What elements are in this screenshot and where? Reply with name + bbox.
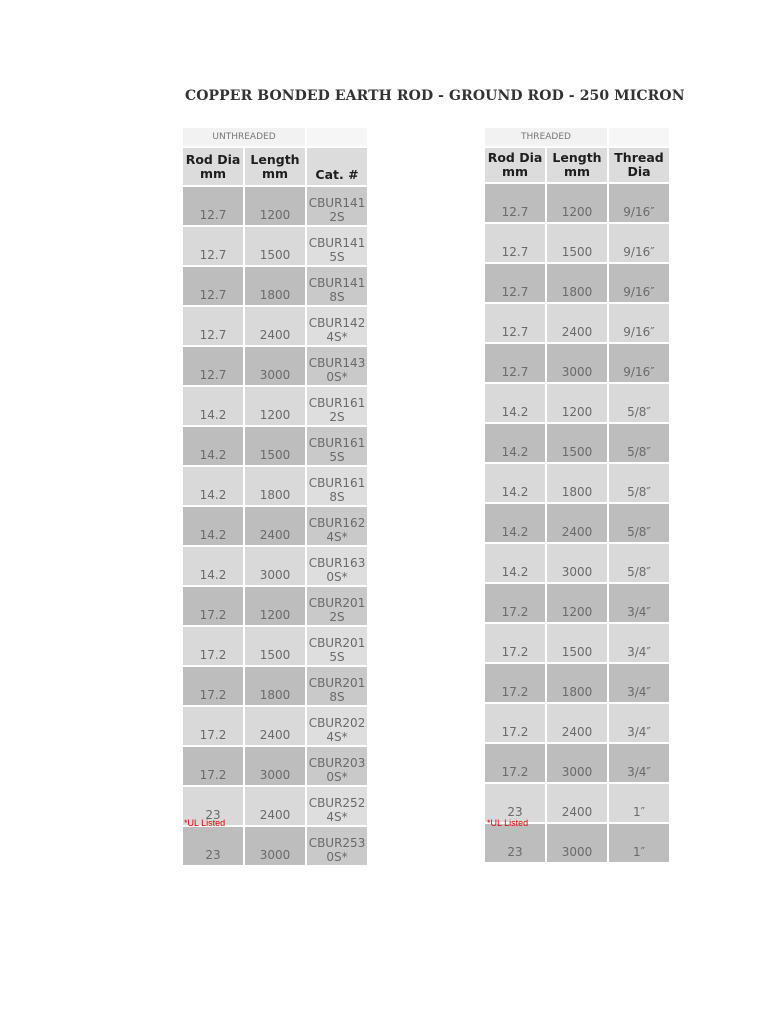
length-cell: 2400 bbox=[547, 704, 607, 742]
rod-dia-cell: 14.2 bbox=[183, 507, 243, 545]
table-row bbox=[183, 187, 367, 225]
cat-number-part1: CBUR201 bbox=[308, 676, 366, 690]
table-row bbox=[485, 224, 669, 262]
cat-number-cell bbox=[307, 387, 367, 425]
header-rod-dia: Rod Dia mm bbox=[183, 148, 243, 185]
length-cell: 1200 bbox=[547, 184, 607, 222]
cat-number-part2: 2S bbox=[329, 410, 345, 424]
thread-dia-cell: 9/16″ bbox=[609, 304, 669, 342]
cat-number-cell bbox=[307, 667, 367, 705]
rod-dia-cell: 17.2 bbox=[485, 664, 545, 702]
table-row bbox=[485, 344, 669, 382]
thread-dia-cell: 3/4″ bbox=[609, 744, 669, 782]
length-cell: 1200 bbox=[245, 587, 305, 625]
table-row bbox=[183, 267, 367, 305]
table-row bbox=[183, 507, 367, 545]
length-cell: 3000 bbox=[547, 344, 607, 382]
cat-number-part1: CBUR201 bbox=[308, 636, 366, 650]
rod-dia-cell: 12.7 bbox=[485, 304, 545, 342]
thread-dia-cell: 9/16″ bbox=[609, 184, 669, 222]
cat-number-part2: 8S bbox=[329, 290, 345, 304]
cat-number-part1: CBUR141 bbox=[308, 236, 366, 250]
table-row bbox=[485, 584, 669, 622]
rod-dia-cell: 12.7 bbox=[485, 184, 545, 222]
cat-number-cell bbox=[307, 747, 367, 785]
threaded-caption: THREADED bbox=[485, 128, 607, 146]
rod-dia-cell: 14.2 bbox=[485, 504, 545, 542]
thread-dia-cell: 5/8″ bbox=[609, 504, 669, 542]
thread-dia-cell: 5/8″ bbox=[609, 384, 669, 422]
length-cell: 2400 bbox=[245, 707, 305, 745]
length-cell: 3000 bbox=[245, 827, 305, 865]
table-row bbox=[183, 627, 367, 665]
length-cell: 3000 bbox=[245, 747, 305, 785]
thread-dia-cell: 9/16″ bbox=[609, 224, 669, 262]
cat-number-part1: CBUR142 bbox=[308, 316, 366, 330]
length-cell: 1200 bbox=[547, 584, 607, 622]
table-row bbox=[485, 824, 669, 862]
table-row bbox=[485, 304, 669, 342]
length-cell: 1800 bbox=[245, 667, 305, 705]
cat-number-part2: 4S* bbox=[326, 530, 348, 544]
cat-number-cell bbox=[307, 587, 367, 625]
length-cell: 2400 bbox=[245, 787, 305, 825]
table-row bbox=[183, 667, 367, 705]
thread-dia-cell: 5/8″ bbox=[609, 544, 669, 582]
table-row bbox=[183, 347, 367, 385]
table-row bbox=[183, 747, 367, 785]
cat-number-part1: CBUR202 bbox=[308, 716, 366, 730]
cat-number-part1: CBUR161 bbox=[308, 436, 366, 450]
cat-number-part1: CBUR141 bbox=[308, 276, 366, 290]
cat-number-part2: 0S* bbox=[326, 370, 348, 384]
rod-dia-cell: 14.2 bbox=[183, 547, 243, 585]
length-cell: 3000 bbox=[547, 744, 607, 782]
table-row bbox=[485, 424, 669, 462]
cat-number-part1: CBUR203 bbox=[308, 756, 366, 770]
table-row bbox=[485, 264, 669, 302]
rod-dia-cell: 12.7 bbox=[183, 267, 243, 305]
rod-dia-cell: 17.2 bbox=[485, 704, 545, 742]
rod-dia-cell: 12.7 bbox=[183, 187, 243, 225]
cat-number-cell bbox=[307, 227, 367, 265]
header-cat-number: Cat. # bbox=[307, 148, 367, 185]
cat-number-cell bbox=[307, 267, 367, 305]
table-row bbox=[485, 464, 669, 502]
header-thread-dia: Thread Dia bbox=[609, 148, 669, 182]
length-cell: 1800 bbox=[547, 264, 607, 302]
thread-dia-cell: 3/4″ bbox=[609, 704, 669, 742]
cat-number-part2: 5S bbox=[329, 450, 345, 464]
cat-number-cell bbox=[307, 427, 367, 465]
table-row bbox=[485, 664, 669, 702]
rod-dia-cell: 12.7 bbox=[183, 347, 243, 385]
length-cell: 1500 bbox=[547, 624, 607, 662]
length-cell: 2400 bbox=[547, 784, 607, 822]
thread-dia-cell: 9/16″ bbox=[609, 264, 669, 302]
length-cell: 1200 bbox=[245, 187, 305, 225]
rod-dia-cell: 12.7 bbox=[485, 224, 545, 262]
table-row bbox=[485, 744, 669, 782]
cat-number-part1: CBUR201 bbox=[308, 596, 366, 610]
table-row bbox=[183, 387, 367, 425]
threaded-table bbox=[483, 126, 671, 864]
length-cell: 1500 bbox=[245, 427, 305, 465]
table-row bbox=[485, 384, 669, 422]
cat-number-part1: CBUR161 bbox=[308, 476, 366, 490]
rod-dia-cell: 12.7 bbox=[183, 307, 243, 345]
length-cell: 1800 bbox=[547, 464, 607, 502]
length-cell: 2400 bbox=[245, 507, 305, 545]
unthreaded-caption: UNTHREADED bbox=[183, 128, 305, 146]
rod-dia-cell: 23 bbox=[485, 824, 545, 862]
cat-number-part2: 8S bbox=[329, 490, 345, 504]
cat-number-part2: 4S* bbox=[326, 810, 348, 824]
cat-number-cell bbox=[307, 627, 367, 665]
table-row bbox=[183, 227, 367, 265]
cat-number-part2: 5S bbox=[329, 650, 345, 664]
cat-number-part1: CBUR163 bbox=[308, 556, 366, 570]
rod-dia-cell: 14.2 bbox=[183, 467, 243, 505]
rod-dia-cell: 23 bbox=[183, 827, 243, 865]
cat-number-part2: 0S* bbox=[326, 770, 348, 784]
rod-dia-cell: 17.2 bbox=[485, 744, 545, 782]
cat-number-cell bbox=[307, 347, 367, 385]
cat-number-cell bbox=[307, 187, 367, 225]
cat-number-part2: 2S bbox=[329, 210, 345, 224]
thread-dia-cell: 3/4″ bbox=[609, 584, 669, 622]
length-cell: 3000 bbox=[245, 347, 305, 385]
unthreaded-table bbox=[181, 126, 369, 867]
length-cell: 1800 bbox=[245, 467, 305, 505]
cat-number-part1: CBUR161 bbox=[308, 396, 366, 410]
cat-number-part2: 4S* bbox=[326, 330, 348, 344]
length-cell: 3000 bbox=[547, 824, 607, 862]
length-cell: 1200 bbox=[245, 387, 305, 425]
length-cell: 2400 bbox=[547, 504, 607, 542]
thread-dia-cell: 1″ bbox=[609, 784, 669, 822]
rod-dia-cell: 12.7 bbox=[183, 227, 243, 265]
rod-dia-cell: 12.7 bbox=[485, 344, 545, 382]
thread-dia-cell: 3/4″ bbox=[609, 664, 669, 702]
rod-dia-cell: 23 bbox=[183, 787, 243, 825]
rod-dia-cell: 17.2 bbox=[183, 707, 243, 745]
rod-dia-cell: 14.2 bbox=[485, 424, 545, 462]
cat-number-part2: 0S* bbox=[326, 850, 348, 864]
header-rod-dia: Rod Dia mm bbox=[485, 148, 545, 182]
cat-number-part2: 4S* bbox=[326, 730, 348, 744]
rod-dia-cell: 12.7 bbox=[485, 264, 545, 302]
length-cell: 2400 bbox=[245, 307, 305, 345]
header-length: Length mm bbox=[245, 148, 305, 185]
length-cell: 1500 bbox=[547, 224, 607, 262]
length-cell: 3000 bbox=[245, 547, 305, 585]
table-row bbox=[485, 624, 669, 662]
table-row bbox=[485, 704, 669, 742]
cat-number-cell bbox=[307, 707, 367, 745]
rod-dia-cell: 14.2 bbox=[485, 464, 545, 502]
cat-number-cell bbox=[307, 547, 367, 585]
rod-dia-cell: 14.2 bbox=[485, 544, 545, 582]
rod-dia-cell: 23 bbox=[485, 784, 545, 822]
unthreaded-footnote: *UL Listed bbox=[184, 818, 226, 828]
length-cell: 1800 bbox=[245, 267, 305, 305]
table-row bbox=[183, 427, 367, 465]
table-row bbox=[183, 827, 367, 865]
length-cell: 1500 bbox=[245, 627, 305, 665]
cat-number-part1: CBUR253 bbox=[308, 836, 366, 850]
cat-number-part1: CBUR162 bbox=[308, 516, 366, 530]
cat-number-cell bbox=[307, 827, 367, 865]
table-row bbox=[485, 184, 669, 222]
cat-number-part1: CBUR252 bbox=[308, 796, 366, 810]
thread-dia-cell: 1″ bbox=[609, 824, 669, 862]
thread-dia-cell: 5/8″ bbox=[609, 464, 669, 502]
length-cell: 1200 bbox=[547, 384, 607, 422]
rod-dia-cell: 17.2 bbox=[485, 584, 545, 622]
table-row bbox=[183, 587, 367, 625]
length-cell: 1500 bbox=[245, 227, 305, 265]
cat-number-cell bbox=[307, 467, 367, 505]
rod-dia-cell: 17.2 bbox=[485, 624, 545, 662]
table-row bbox=[183, 707, 367, 745]
table-row bbox=[485, 544, 669, 582]
cat-number-part2: 2S bbox=[329, 610, 345, 624]
table-row bbox=[485, 784, 669, 822]
table-row bbox=[183, 467, 367, 505]
cat-number-cell bbox=[307, 307, 367, 345]
rod-dia-cell: 17.2 bbox=[183, 627, 243, 665]
length-cell: 1800 bbox=[547, 664, 607, 702]
table-row bbox=[485, 504, 669, 542]
threaded-footnote: *UL Listed bbox=[487, 818, 529, 828]
cat-number-part1: CBUR143 bbox=[308, 356, 366, 370]
length-cell: 1500 bbox=[547, 424, 607, 462]
page-title: COPPER BONDED EARTH ROD - GROUND ROD - 250 MICRON bbox=[185, 88, 685, 104]
thread-dia-cell: 3/4″ bbox=[609, 624, 669, 662]
header-length: Length mm bbox=[547, 148, 607, 182]
thread-dia-cell: 9/16″ bbox=[609, 344, 669, 382]
cat-number-part2: 8S bbox=[329, 690, 345, 704]
cat-number-part1: CBUR141 bbox=[308, 196, 366, 210]
rod-dia-cell: 17.2 bbox=[183, 747, 243, 785]
table-row bbox=[183, 307, 367, 345]
table-row bbox=[183, 547, 367, 585]
length-cell: 3000 bbox=[547, 544, 607, 582]
cat-number-cell bbox=[307, 507, 367, 545]
cat-number-part2: 5S bbox=[329, 250, 345, 264]
cat-number-cell bbox=[307, 787, 367, 825]
rod-dia-cell: 14.2 bbox=[485, 384, 545, 422]
rod-dia-cell: 17.2 bbox=[183, 667, 243, 705]
length-cell: 2400 bbox=[547, 304, 607, 342]
thread-dia-cell: 5/8″ bbox=[609, 424, 669, 462]
rod-dia-cell: 14.2 bbox=[183, 427, 243, 465]
rod-dia-cell: 14.2 bbox=[183, 387, 243, 425]
rod-dia-cell: 17.2 bbox=[183, 587, 243, 625]
cat-number-part2: 0S* bbox=[326, 570, 348, 584]
